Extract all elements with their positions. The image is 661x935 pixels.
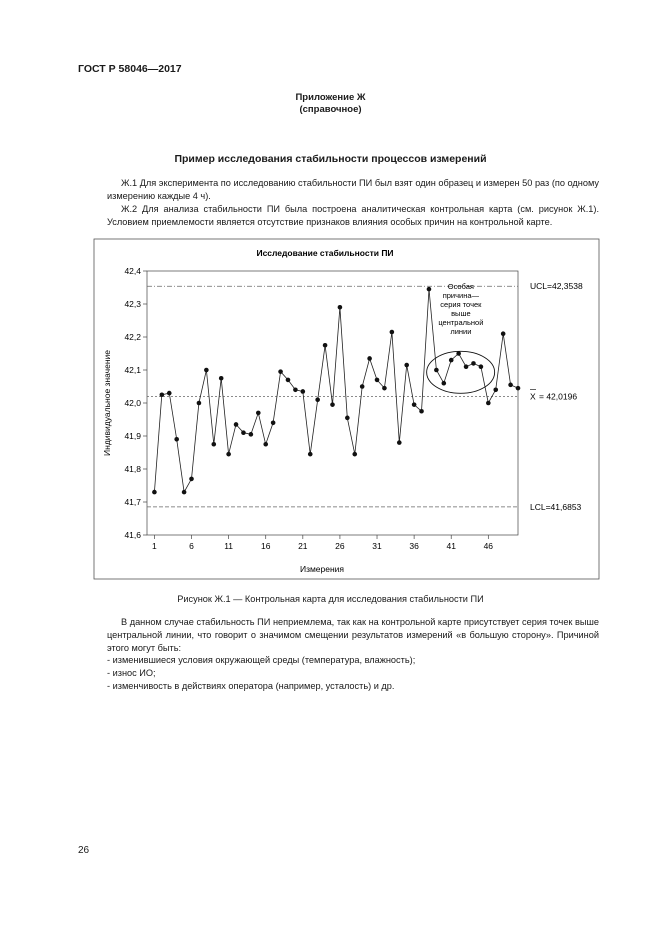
data-point: [404, 363, 409, 368]
data-point: [382, 386, 387, 391]
data-point: [189, 477, 194, 482]
x-tick-label: 11: [224, 541, 234, 551]
annotation-line: выше: [451, 309, 471, 319]
data-point: [241, 430, 246, 435]
y-tick-label: 42,2: [124, 332, 141, 342]
data-point: [234, 422, 239, 427]
lcl-label: LCL=41,6853: [530, 501, 582, 512]
data-point: [390, 330, 395, 335]
bullet-item: - изменчивость в действиях оператора (например, усталость) и др.: [107, 681, 395, 691]
x-axis-label: Измерения: [299, 564, 345, 574]
data-point: [367, 356, 372, 361]
data-point: [516, 386, 521, 391]
data-point: [263, 442, 268, 447]
annotation-line: центральной: [438, 318, 484, 328]
center-symbol: X: [530, 391, 536, 402]
paragraph-3: [107, 616, 599, 655]
data-point: [249, 432, 254, 437]
y-tick-label: 41,9: [124, 431, 141, 441]
data-point: [160, 392, 165, 397]
data-point: [204, 368, 209, 373]
data-point: [226, 452, 231, 457]
y-tick-label: 42,4: [124, 266, 141, 276]
page-number: 26: [78, 845, 90, 856]
x-axis: [152, 535, 493, 551]
data-point: [315, 397, 320, 402]
annotation-line: причина—: [442, 291, 480, 301]
appendix-subtitle: (справочное): [299, 104, 362, 115]
annotation: [427, 282, 495, 393]
data-point: [293, 388, 298, 393]
paragraph-3-text: В данном случае стабильность ПИ неприемлема, так как на контрольной карте присутствует серия точек выше центральной линии, что говорит о значимом смещении результатов измерений «в большую сторону». Причиной этого могут быть:: [107, 617, 599, 653]
data-point: [508, 383, 513, 388]
data-point: [479, 364, 484, 369]
data-point: [182, 490, 187, 495]
data-point: [375, 378, 380, 383]
data-point: [286, 378, 291, 383]
data-point: [271, 421, 276, 426]
data-point: [211, 442, 216, 447]
y-axis: [124, 266, 147, 540]
data-point: [397, 440, 402, 445]
data-point: [323, 343, 328, 348]
y-tick-label: 41,6: [124, 530, 141, 540]
x-tick-label: 31: [372, 541, 382, 551]
data-point: [360, 384, 365, 389]
data-point: [449, 358, 454, 363]
chart-title: Исследование стабильности ПИ: [256, 248, 394, 258]
data-point: [301, 389, 306, 394]
annotation-line: серия точек: [440, 300, 482, 310]
data-point: [456, 351, 461, 356]
y-axis-label: Индивидуальное значение: [102, 350, 112, 456]
data-point: [308, 452, 313, 457]
y-tick-label: 41,7: [124, 497, 141, 507]
bullet-item: - износ ИО;: [107, 668, 156, 678]
data-point: [464, 364, 469, 369]
data-point: [197, 401, 202, 406]
x-tick-label: 1: [152, 541, 157, 551]
data-point: [278, 369, 283, 374]
data-point: [434, 368, 439, 373]
bullet-item: - изменившиеся условия окружающей среды (температура, влажность);: [107, 655, 416, 665]
figure-caption: Рисунок Ж.1 — Контрольная карта для исследования стабильности ПИ: [177, 594, 484, 604]
y-tick-label: 41,8: [124, 464, 141, 474]
document-code: ГОСТ Р 58046—2017: [78, 63, 182, 75]
y-tick-label: 42,1: [124, 365, 141, 375]
x-tick-label: 16: [260, 541, 271, 551]
data-point: [152, 490, 157, 495]
data-point: [442, 381, 447, 386]
y-tick-label: 42,0: [124, 398, 141, 408]
data-point: [486, 401, 491, 406]
data-point: [256, 411, 261, 416]
paragraph-2-text: Ж.2 Для анализа стабильности ПИ была построена аналитическая контрольная карта (см. рисунок Ж.1). Условием приемлемости является отсутствие признаков влияния особых причин на контрольной карте.: [107, 204, 599, 227]
ucl-label: UCL=42,3538: [530, 281, 583, 292]
data-point: [352, 452, 357, 457]
y-tick-label: 42,3: [124, 299, 141, 309]
x-tick-label: 41: [446, 541, 456, 551]
x-tick-label: 21: [298, 541, 308, 551]
x-tick-label: 46: [483, 541, 494, 551]
data-point: [501, 331, 506, 336]
data-point: [338, 305, 343, 310]
appendix-title: Приложение Ж: [295, 92, 366, 103]
data-point: [167, 391, 172, 396]
data-point: [427, 287, 432, 292]
data-point: [471, 361, 476, 366]
section-title: Пример исследования стабильности процессов измерений: [174, 153, 487, 165]
x-tick-label: 6: [189, 541, 194, 551]
paragraph-1-text: Ж.1 Для эксперимента по исследованию стабильности ПИ был взят один образец и измерен 50 раз (по одному измерению каждые 4 ч).: [107, 178, 599, 201]
data-point: [412, 402, 417, 407]
control-lines: [147, 281, 583, 512]
data-point: [345, 416, 350, 421]
x-tick-label: 36: [409, 541, 419, 551]
annotation-line: линии: [450, 327, 472, 337]
data-point: [219, 376, 224, 381]
data-point: [493, 388, 498, 393]
data-point: [419, 409, 424, 414]
center-label: = 42,0196: [539, 391, 578, 402]
x-tick-label: 26: [335, 541, 345, 551]
data-point: [174, 437, 179, 442]
data-point: [330, 402, 335, 407]
annotation-line: Особая: [447, 282, 474, 292]
